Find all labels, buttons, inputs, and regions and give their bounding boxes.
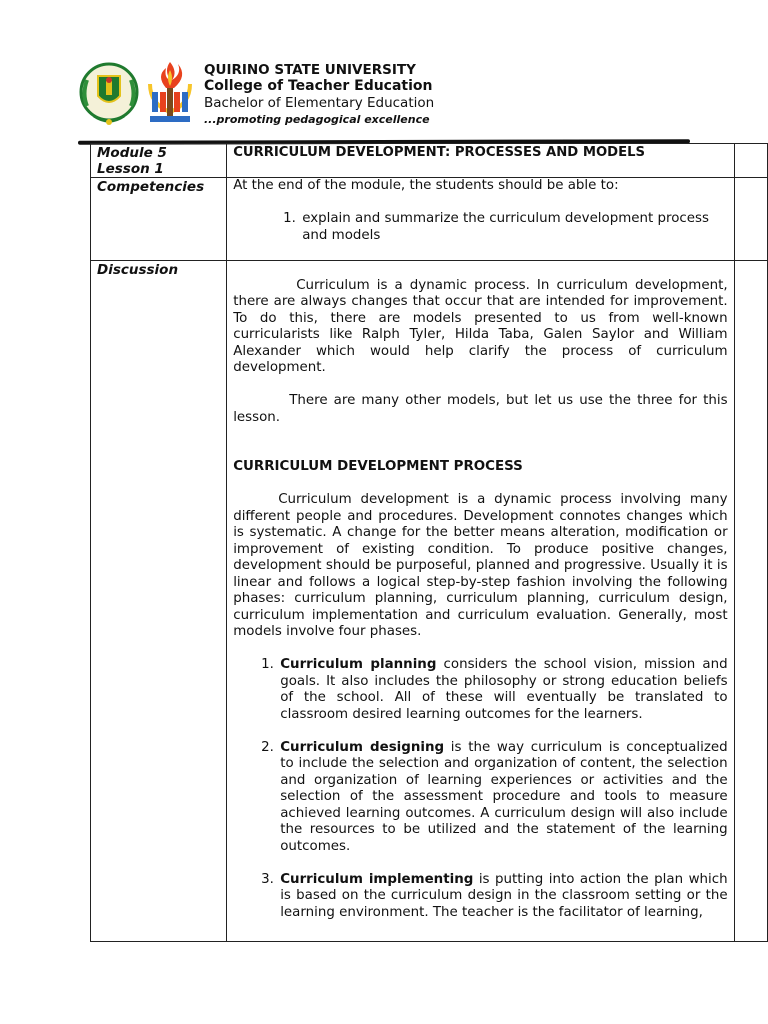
extra-column-cell [734,261,767,942]
discussion-row [91,261,768,942]
module-title-cell [227,144,734,178]
module-label-cell [91,144,227,178]
tagline: ...promoting pedagogical excellence [204,113,430,126]
phase-text: is putting into action the plan which is based on the curriculum design in the classroom setting or the learning environment. The teacher is the facilitator of learning, [280,871,728,920]
discussion-paragraph-3: Curriculum development is a dynamic process involving many different people and procedures. Development connotes changes which is systematic. A change for the better means alteration, modification or improvement of existing condition. To produce positive changes, development should be purposeful, planned and progressive. Usually it is linear and follows a logical step-by-step fashion involving the following phases: curriculum planning, curriculum planning, curriculum design, curriculum implementation and curriculum evaluation. Generally, most models involve four phases. [233,492,728,639]
competencies-row [91,178,768,261]
section-heading: CURRICULUM DEVELOPMENT PROCESS [233,459,523,474]
phase-text: considers the school vision, mission and goals. It also includes the philosophy or strong education beliefs of the school. All of these will eventually be translated to classroom desired learning outcomes for the learners. [280,657,728,722]
module-table [90,143,768,942]
list-item [278,872,727,922]
module-row [91,144,768,178]
competencies-label-cell [91,178,227,261]
discussion-label-cell [91,261,227,942]
phase-term: Curriculum designing [280,739,445,755]
list-item [278,657,727,723]
discussion-content-cell [227,261,734,942]
college-torch-logo-icon [144,58,196,128]
phases-list [233,657,727,921]
lesson-number: Lesson 1 [97,161,164,177]
competencies-list [233,211,727,244]
college-name: College of Teacher Education [204,78,433,94]
discussion-paragraph-2: There are many other models, but let us use the three for this lesson. [233,393,728,425]
discussion-paragraph-1: Curriculum is a dynamic process. In curriculum development, there are always changes that occur that are intended for improvement. To do this, there are models presented to us from well-known curricularists like Ralph Tyler, Hilda Taba, Galen Saylor and William Alexander which would help clarify the process of curriculum development. [233,277,728,375]
discussion-label: Discussion [97,262,179,278]
extra-column-cell [734,178,767,261]
document-header [0,0,768,150]
module-number: Module 5 [97,145,167,161]
competencies-label: Competencies [97,179,205,195]
list-item [278,740,727,856]
extra-column-cell [734,144,767,178]
phase-term: Curriculum implementing [280,871,474,887]
university-seal-icon [78,56,140,132]
phase-term: Curriculum planning [280,657,437,672]
module-title: CURRICULUM DEVELOPMENT: PROCESSES AND MODELS [233,145,646,160]
competencies-content-cell [227,178,734,261]
competencies-intro: At the end of the module, the students should be able to: [233,178,619,193]
list-item: 1. explain and summarize the curriculum development process and models [300,211,727,244]
institution-block [204,62,434,127]
university-name: QUIRINO STATE UNIVERSITY [204,62,416,78]
phase-text: is the way curriculum is conceptualized to include the selection and organization of content, the selection and organization of learning experiences or activities and the selection of the assessment procedure and tools to measure achieved learning outcomes. A curriculum design will also include the resources to be utilized and the statement of the learning outcomes. [280,739,728,854]
program-name: Bachelor of Elementary Education [204,95,435,111]
